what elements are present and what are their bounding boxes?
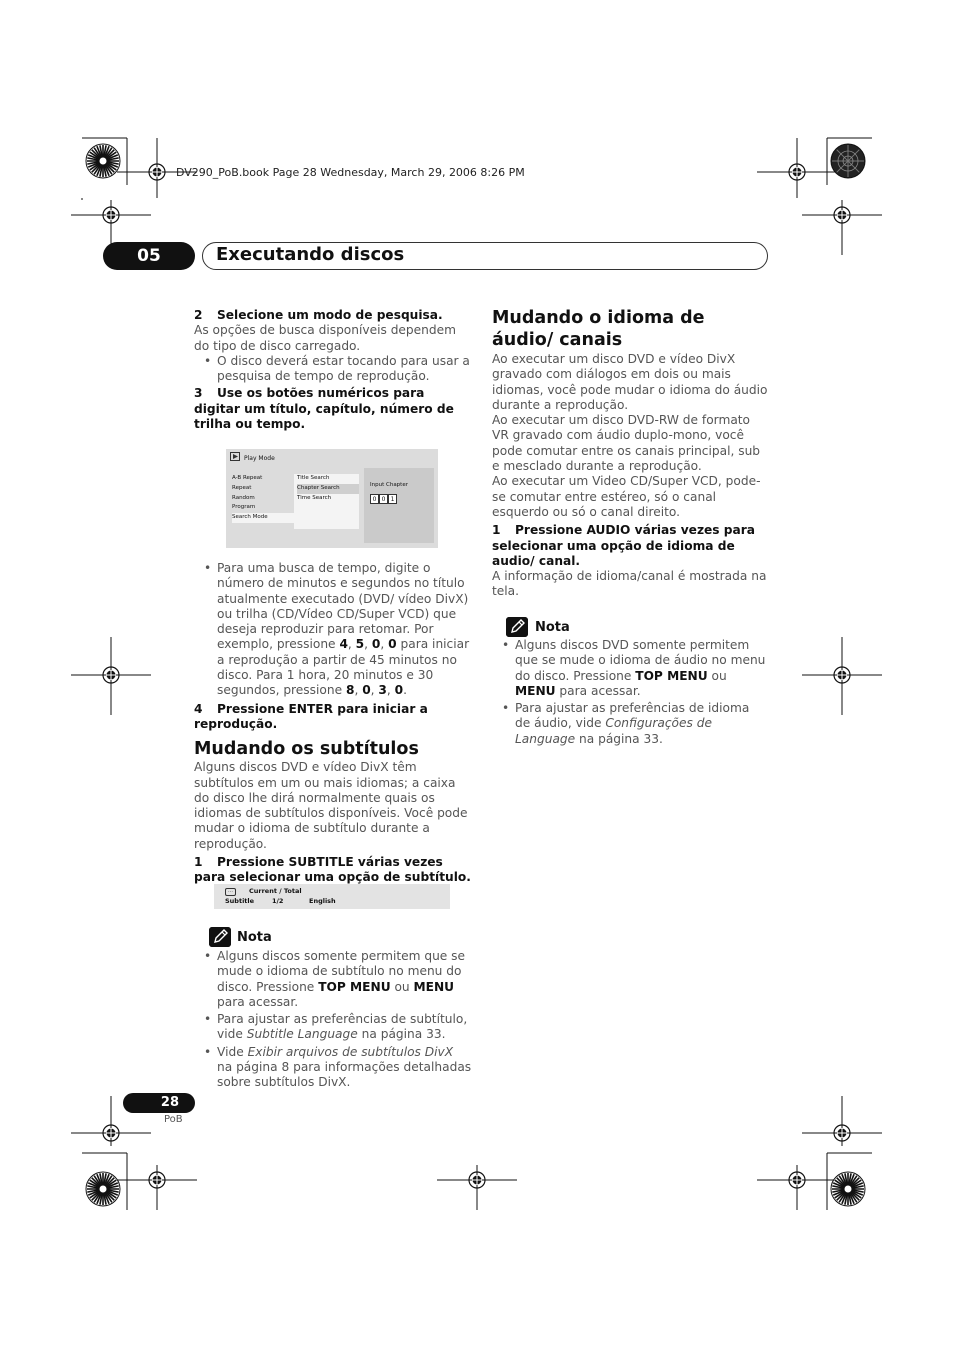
list-item: • Para ajustar as preferências de subtítulo, vide Subtitle Language na página 33. [204, 1012, 468, 1042]
digit-box: 1 [388, 494, 397, 504]
subtitle-icon: … [225, 888, 236, 896]
menu-item[interactable]: Program [232, 504, 256, 511]
subtitle-display [214, 884, 450, 909]
submenu-item[interactable]: Time Search [297, 494, 332, 501]
list-item: • Para uma busca de tempo, digite o número de minutos e segundos no título atualmente executado (DVD/ vídeo DivX) ou trilha (CD/Vídeo CD/Super VCD) que deseja reproduzir para retomar. Por exemplo, pressione 4, 5, 0, 0 para iniciar a reprodução a partir de 45 minutos no disco. Para 1 hora, 20 minutos e 30 segundos, pressione 8, 0, 3, 0. [204, 561, 470, 698]
submenu-item-highlighted[interactable]: Chapter Search [297, 484, 359, 494]
subtitle-label: Subtitle [225, 897, 255, 905]
page-language-code: PoB [164, 1114, 183, 1125]
step-1-subtitle: 1 Pressione SUBTITLE várias vezes para selecionar uma opção de subtítulo. [194, 855, 471, 885]
page-number: 28 [123, 1093, 195, 1113]
heading-audio: Mudando o idioma de áudio/ canais [492, 308, 705, 350]
heading-subtitles: Mudando os subtítulos [194, 739, 419, 760]
list-item: • O disco deverá estar tocando para usar a pesquisa de tempo de reprodução. [204, 353, 470, 384]
list-item: • Vide Exibir arquivos de subtítulos DivX na página 8 para informações detalhadas sobre subtítulos DivX. [204, 1044, 472, 1090]
menu-item[interactable]: Repeat [232, 484, 252, 491]
step-2: 2 Selecione um modo de pesquisa. [194, 308, 443, 322]
subtitle-count: 1/2 [272, 897, 284, 905]
list-item: • Para ajustar as preferências de idioma de áudio, vide Configurações de Language na página 33. [502, 701, 750, 746]
input-chapter-label: Input Chapter [370, 482, 408, 488]
note-label: Nota [237, 930, 272, 945]
search-mode-submenu [294, 474, 359, 529]
list-item: • Alguns discos somente permitem que se mude o idioma de subtítulo no menu do disco. Pressione TOP MENU ou MENU para acessar. [204, 949, 466, 1009]
step-3: 3 Use os botões numéricos para digitar um título, capítulo, número de trilha ou tempo. [194, 386, 454, 432]
chapter-number: 05 [103, 242, 195, 270]
note-pencil-icon [506, 617, 528, 637]
subtitles-description: Alguns discos DVD e vídeo DivX têm subtítulos em um ou mais idiomas; a caixa do disco lhe dirá normalmente quais os idiomas de subtítulos disponíveis. Você pode mudar o idioma de subtítulo durante a reprodução. [194, 760, 468, 851]
right-column [492, 307, 768, 600]
digit-box: 0 [379, 494, 388, 504]
audio-paragraph-3: Ao executar um Video CD/Super VCD, pode-se comutar entre estéreo, só o canal esquerdo ou só o canal direito. [492, 474, 761, 519]
play-mode-menu [232, 474, 294, 524]
play-mode-icon [230, 452, 242, 462]
left-column-middle [194, 561, 472, 886]
chapter-digit-input[interactable] [370, 494, 397, 504]
step-1-audio: 1 Pressione AUDIO várias vezes para selecionar uma opção de idioma de audio/ canal. [492, 523, 755, 568]
list-item: • Alguns discos DVD somente permitem que se mude o idioma de áudio no menu do disco. Pressione TOP MENU ou MENU para acessar. [502, 638, 766, 698]
play-mode-screen [226, 449, 438, 548]
subtitle-header: Current / Total [249, 887, 302, 895]
submenu-item[interactable]: Title Search [297, 475, 330, 481]
note-pencil-icon [209, 927, 231, 947]
subtitle-language: English [309, 897, 336, 905]
print-file-info: DV290_PoB.book Page 28 Wednesday, March 29, 2006 8:26 PM [176, 166, 525, 179]
step-2-description: As opções de busca disponíveis dependem do tipo de disco carregado. [194, 323, 456, 353]
menu-item-selected[interactable]: Search Mode [232, 513, 294, 523]
left-column-top [194, 308, 472, 432]
step-4: 4 Pressione ENTER para iniciar a reprodução. [194, 701, 428, 731]
chapter-title: Executando discos [216, 244, 405, 265]
step-1-audio-description: A informação de idioma/canal é mostrada na tela. [492, 569, 767, 599]
menu-item[interactable]: A-B Repeat [232, 475, 263, 481]
play-mode-title: Play Mode [244, 455, 275, 462]
audio-paragraph-2: Ao executar um disco DVD-RW de formato VR gravado com áudio duplo-mono, você pode comutar entre os canais principal, sub e mesclado durante a reprodução. [492, 413, 761, 474]
input-panel [364, 468, 434, 543]
audio-paragraph-1: Ao executar um disco DVD e vídeo DivX gravado com diálogos em dois ou mais idiomas, você pode mudar o idioma do áudio durante a reprodução. [492, 352, 768, 412]
digit-box: 0 [370, 494, 379, 504]
right-note-list [492, 638, 768, 747]
menu-item[interactable]: Random [232, 494, 255, 501]
note-label: Nota [535, 620, 570, 635]
left-note-list [194, 949, 472, 1091]
